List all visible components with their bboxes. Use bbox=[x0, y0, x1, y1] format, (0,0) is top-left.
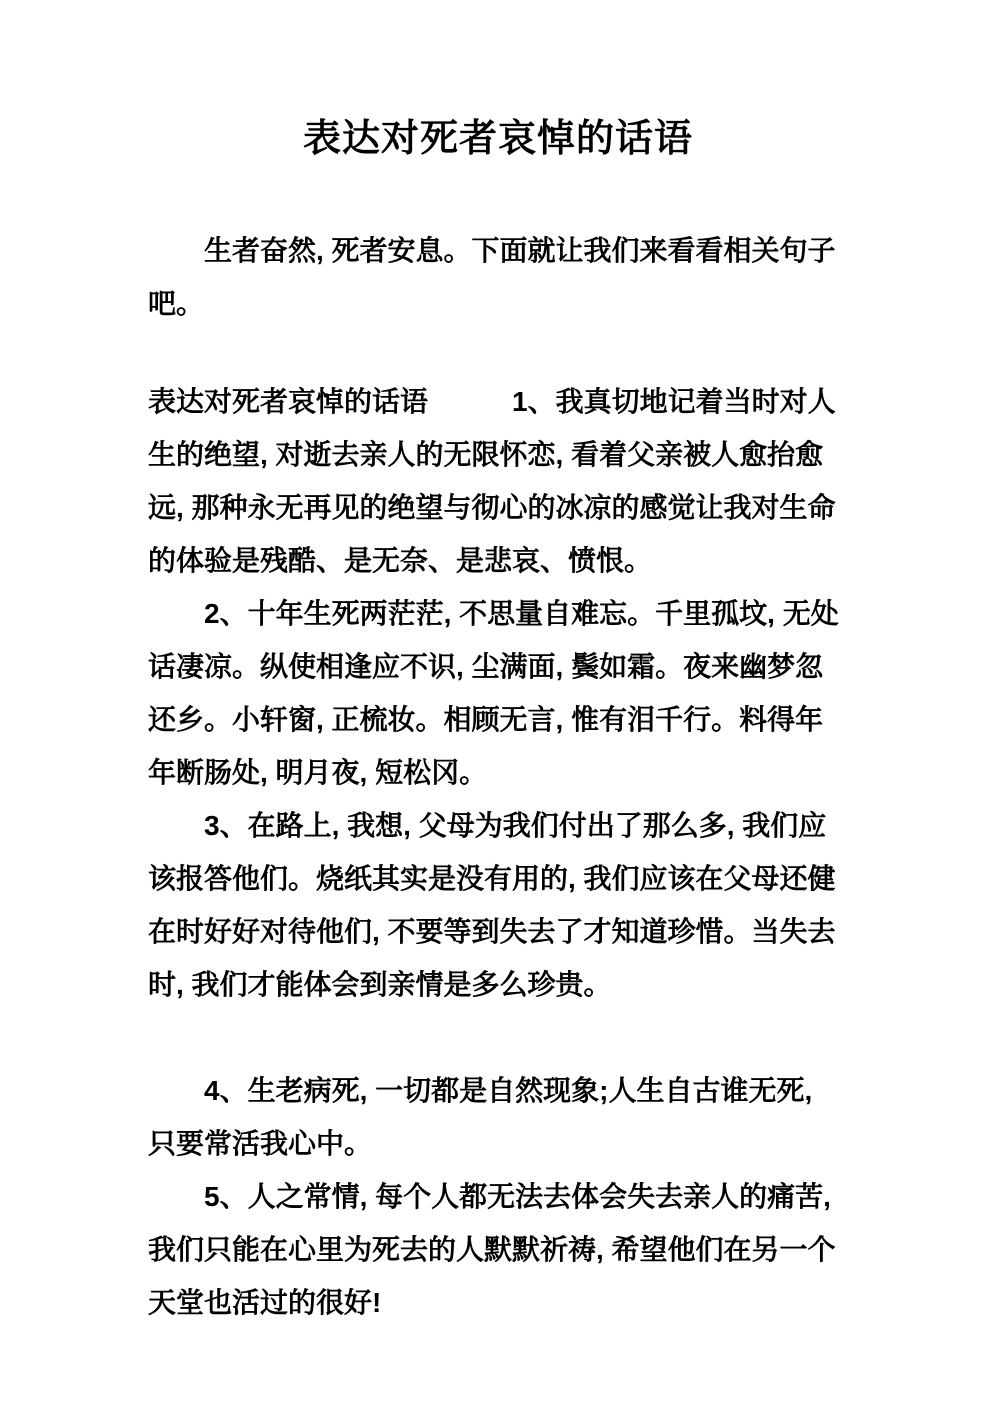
paragraph-item-1: 表达对死者哀悼的话语 1、我真切地记着当时对人生的绝望, 对逝去亲人的无限怀恋, 看着父亲被人愈抬愈远, 那种永无再见的绝望与彻心的冰凉的感觉让我对生命的体验是残酷、是无奈、是悲哀、愤恨。 bbox=[148, 386, 836, 576]
paragraph-item-4: 4、生老病死, 一切都是自然现象;人生自古谁无死, 只要常活我心中。 bbox=[148, 1075, 813, 1159]
page-title: 表达对死者哀悼的话语 bbox=[302, 118, 693, 160]
paragraph-item-3: 3、在路上, 我想, 父母为我们付出了那么多, 我们应该报答他们。烧纸其实是没有用的, 我们应该在父母还健在时好好对待他们, 不要等到失去了才知道珍惜。当失去时, 我们才能体会到亲情是多么珍贵。 bbox=[148, 810, 836, 1000]
document-body bbox=[148, 375, 848, 1329]
intro-paragraph: 生者奋然, 死者安息。下面就让我们来看看相关句子吧。 bbox=[148, 235, 836, 319]
paragraph-item-5: 5、人之常情, 每个人都无法去体会失去亲人的痛苦, 我们只能在心里为死去的人默默祈祷, 希望他们在另一个天堂也活过的很好! bbox=[148, 1181, 836, 1318]
paragraph-item-2: 2、十年生死两茫茫, 不思量自难忘。千里孤坟, 无处话凄凉。纵使相逢应不识, 尘满面, 鬓如霜。夜来幽梦忽还乡。小轩窗, 正梳妆。相顾无言, 惟有泪千行。料得年年断肠处, 明月夜, 短松冈。 bbox=[148, 598, 839, 788]
